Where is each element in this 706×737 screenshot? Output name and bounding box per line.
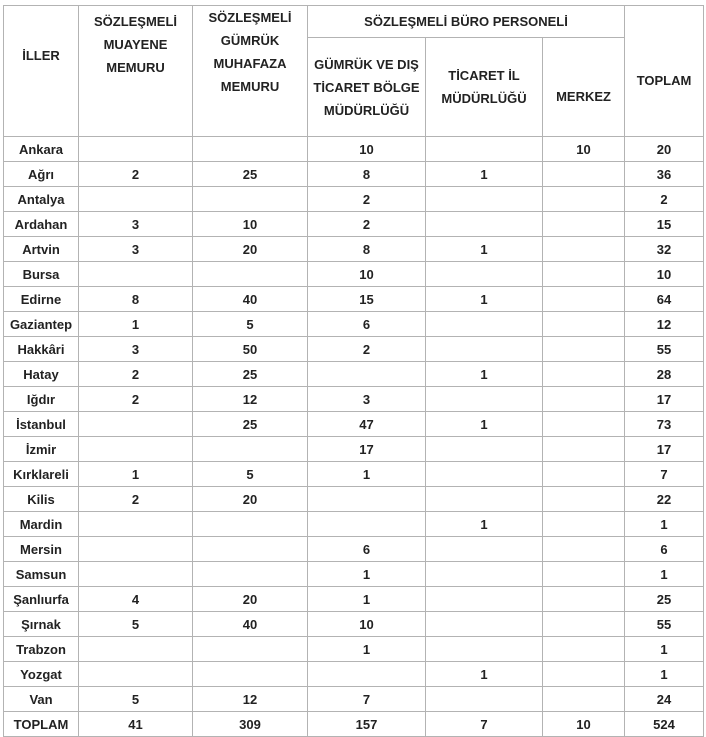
bolge-cell: 47 [308, 412, 426, 437]
province-cell: İzmir [4, 437, 79, 462]
muayene-cell: 5 [79, 612, 193, 637]
bolge-cell [308, 487, 426, 512]
bolge-cell: 8 [308, 237, 426, 262]
merkez-cell [543, 337, 625, 362]
muayene-cell: 8 [79, 287, 193, 312]
muhafaza-cell: 5 [193, 312, 308, 337]
toplam-cell: 17 [625, 387, 704, 412]
province-cell: Ağrı [4, 162, 79, 187]
muayene-cell: 2 [79, 387, 193, 412]
merkez-cell [543, 187, 625, 212]
ticaret-il-cell [426, 387, 543, 412]
header-buro-personeli: SÖZLEŞMELİ BÜRO PERSONELİ [308, 6, 625, 38]
toplam-cell: 36 [625, 162, 704, 187]
muayene-cell: 2 [79, 162, 193, 187]
bolge-cell: 1 [308, 562, 426, 587]
muhafaza-cell: 10 [193, 212, 308, 237]
ticaret-il-cell: 1 [426, 287, 543, 312]
bolge-cell: 8 [308, 162, 426, 187]
muhafaza-cell: 50 [193, 337, 308, 362]
province-cell: Şırnak [4, 612, 79, 637]
muhafaza-cell: 40 [193, 612, 308, 637]
province-cell: Bursa [4, 262, 79, 287]
total-toplam-cell: 524 [625, 712, 704, 737]
ticaret-il-cell [426, 187, 543, 212]
table-row [4, 162, 704, 187]
muayene-cell [79, 562, 193, 587]
merkez-cell [543, 637, 625, 662]
total-province-cell: TOPLAM [4, 712, 79, 737]
province-cell: Ardahan [4, 212, 79, 237]
total-muhafaza-cell: 309 [193, 712, 308, 737]
table-row [4, 262, 704, 287]
toplam-cell: 32 [625, 237, 704, 262]
toplam-cell: 6 [625, 537, 704, 562]
bolge-cell: 15 [308, 287, 426, 312]
table-row [4, 637, 704, 662]
ticaret-il-cell [426, 562, 543, 587]
ticaret-il-cell [426, 537, 543, 562]
muhafaza-cell: 40 [193, 287, 308, 312]
bolge-cell: 2 [308, 337, 426, 362]
merkez-cell [543, 312, 625, 337]
table-row [4, 587, 704, 612]
bolge-cell: 1 [308, 587, 426, 612]
merkez-cell [543, 537, 625, 562]
muayene-cell: 5 [79, 687, 193, 712]
muayene-cell [79, 637, 193, 662]
province-cell: Şanlıurfa [4, 587, 79, 612]
merkez-cell [543, 487, 625, 512]
muhafaza-cell: 20 [193, 487, 308, 512]
merkez-cell [543, 287, 625, 312]
toplam-cell: 24 [625, 687, 704, 712]
province-cell: Iğdır [4, 387, 79, 412]
muhafaza-cell: 12 [193, 387, 308, 412]
province-cell: Yozgat [4, 662, 79, 687]
muhafaza-cell: 25 [193, 162, 308, 187]
muayene-cell [79, 262, 193, 287]
merkez-cell [543, 512, 625, 537]
bolge-cell: 10 [308, 262, 426, 287]
muayene-cell: 3 [79, 337, 193, 362]
ticaret-il-cell [426, 612, 543, 637]
table-row [4, 662, 704, 687]
merkez-cell [543, 687, 625, 712]
muhafaza-cell: 25 [193, 412, 308, 437]
muhafaza-cell [193, 662, 308, 687]
bolge-cell: 1 [308, 462, 426, 487]
toplam-cell: 17 [625, 437, 704, 462]
table-body [4, 137, 704, 737]
ticaret-il-cell: 1 [426, 362, 543, 387]
merkez-cell [543, 237, 625, 262]
bolge-cell: 2 [308, 187, 426, 212]
toplam-cell: 64 [625, 287, 704, 312]
toplam-cell: 1 [625, 662, 704, 687]
toplam-cell: 12 [625, 312, 704, 337]
total-bolge-cell: 157 [308, 712, 426, 737]
muayene-cell: 2 [79, 362, 193, 387]
total-merkez-cell: 10 [543, 712, 625, 737]
ticaret-il-cell [426, 637, 543, 662]
muhafaza-cell [193, 262, 308, 287]
muayene-cell [79, 137, 193, 162]
bolge-cell: 10 [308, 612, 426, 637]
muayene-cell [79, 412, 193, 437]
province-cell: Kilis [4, 487, 79, 512]
muayene-cell: 1 [79, 462, 193, 487]
muhafaza-cell: 25 [193, 362, 308, 387]
table-row [4, 437, 704, 462]
ticaret-il-cell [426, 437, 543, 462]
total-ticaret-il-cell: 7 [426, 712, 543, 737]
muayene-cell: 3 [79, 212, 193, 237]
merkez-cell [543, 612, 625, 637]
ticaret-il-cell: 1 [426, 512, 543, 537]
ticaret-il-cell: 1 [426, 412, 543, 437]
table-row [4, 187, 704, 212]
bolge-cell: 1 [308, 637, 426, 662]
table-row [4, 337, 704, 362]
bolge-cell: 2 [308, 212, 426, 237]
table-row [4, 237, 704, 262]
table-row [4, 537, 704, 562]
muayene-cell: 2 [79, 487, 193, 512]
ticaret-il-cell [426, 687, 543, 712]
muhafaza-cell [193, 562, 308, 587]
merkez-cell [543, 362, 625, 387]
table-row [4, 212, 704, 237]
ticaret-il-cell [426, 487, 543, 512]
total-muayene-cell: 41 [79, 712, 193, 737]
province-cell: Van [4, 687, 79, 712]
muhafaza-cell: 20 [193, 587, 308, 612]
ticaret-il-cell [426, 312, 543, 337]
province-cell: Hakkâri [4, 337, 79, 362]
table-row [4, 612, 704, 637]
muayene-cell: 3 [79, 237, 193, 262]
toplam-cell: 20 [625, 137, 704, 162]
province-cell: Edirne [4, 287, 79, 312]
merkez-cell [543, 437, 625, 462]
merkez-cell [543, 587, 625, 612]
muayene-cell: 4 [79, 587, 193, 612]
ticaret-il-cell: 1 [426, 662, 543, 687]
toplam-cell: 15 [625, 212, 704, 237]
merkez-cell [543, 562, 625, 587]
ticaret-il-cell [426, 212, 543, 237]
muhafaza-cell [193, 437, 308, 462]
table-header [4, 6, 704, 137]
table-row [4, 487, 704, 512]
toplam-cell: 1 [625, 512, 704, 537]
ticaret-il-cell [426, 462, 543, 487]
province-cell: İstanbul [4, 412, 79, 437]
table-row [4, 687, 704, 712]
merkez-cell [543, 462, 625, 487]
province-cell: Gaziantep [4, 312, 79, 337]
province-cell: Samsun [4, 562, 79, 587]
toplam-cell: 2 [625, 187, 704, 212]
toplam-cell: 10 [625, 262, 704, 287]
toplam-cell: 28 [625, 362, 704, 387]
province-cell: Artvin [4, 237, 79, 262]
muhafaza-cell [193, 637, 308, 662]
header-merkez: MERKEZ [543, 38, 625, 137]
bolge-cell: 7 [308, 687, 426, 712]
personnel-table [3, 5, 704, 737]
toplam-cell: 7 [625, 462, 704, 487]
ticaret-il-cell [426, 137, 543, 162]
ticaret-il-cell: 1 [426, 237, 543, 262]
bolge-cell: 10 [308, 137, 426, 162]
header-toplam: TOPLAM [625, 6, 704, 137]
toplam-cell: 55 [625, 612, 704, 637]
total-row [4, 712, 704, 737]
table-row [4, 312, 704, 337]
province-cell: Antalya [4, 187, 79, 212]
bolge-cell [308, 512, 426, 537]
table-row [4, 462, 704, 487]
merkez-cell [543, 262, 625, 287]
table-row [4, 137, 704, 162]
toplam-cell: 25 [625, 587, 704, 612]
header-bolge-mudurlugu: GÜMRÜK VE DIŞ TİCARET BÖLGE MÜDÜRLÜĞÜ [308, 38, 426, 137]
toplam-cell: 22 [625, 487, 704, 512]
header-gumruk-muhafaza-memuru: SÖZLEŞMELİ GÜMRÜK MUHAFAZA MEMURU [193, 6, 308, 137]
province-cell: Mersin [4, 537, 79, 562]
muayene-cell: 1 [79, 312, 193, 337]
bolge-cell [308, 662, 426, 687]
muhafaza-cell [193, 512, 308, 537]
bolge-cell: 6 [308, 537, 426, 562]
muayene-cell [79, 437, 193, 462]
table-row [4, 387, 704, 412]
table-row [4, 412, 704, 437]
merkez-cell [543, 412, 625, 437]
toplam-cell: 1 [625, 637, 704, 662]
header-muayene-memuru: SÖZLEŞMELİ MUAYENE MEMURU [79, 6, 193, 137]
muhafaza-cell [193, 137, 308, 162]
ticaret-il-cell: 1 [426, 162, 543, 187]
muayene-cell [79, 537, 193, 562]
muhafaza-cell: 12 [193, 687, 308, 712]
muhafaza-cell [193, 537, 308, 562]
ticaret-il-cell [426, 337, 543, 362]
bolge-cell [308, 362, 426, 387]
header-iller: İLLER [4, 6, 79, 137]
table-row [4, 362, 704, 387]
bolge-cell: 17 [308, 437, 426, 462]
province-cell: Kırklareli [4, 462, 79, 487]
ticaret-il-cell [426, 262, 543, 287]
merkez-cell [543, 387, 625, 412]
bolge-cell: 6 [308, 312, 426, 337]
muhafaza-cell [193, 187, 308, 212]
province-cell: Ankara [4, 137, 79, 162]
merkez-cell [543, 212, 625, 237]
muayene-cell [79, 187, 193, 212]
muayene-cell [79, 512, 193, 537]
muayene-cell [79, 662, 193, 687]
muhafaza-cell: 20 [193, 237, 308, 262]
toplam-cell: 1 [625, 562, 704, 587]
header-ticaret-il-mudurlugu: TİCARET İL MÜDÜRLÜĞÜ [426, 38, 543, 137]
merkez-cell: 10 [543, 137, 625, 162]
muhafaza-cell: 5 [193, 462, 308, 487]
merkez-cell [543, 662, 625, 687]
table-row [4, 287, 704, 312]
bolge-cell: 3 [308, 387, 426, 412]
table-row [4, 512, 704, 537]
toplam-cell: 55 [625, 337, 704, 362]
ticaret-il-cell [426, 587, 543, 612]
province-cell: Mardin [4, 512, 79, 537]
province-cell: Hatay [4, 362, 79, 387]
merkez-cell [543, 162, 625, 187]
province-cell: Trabzon [4, 637, 79, 662]
table-row [4, 562, 704, 587]
toplam-cell: 73 [625, 412, 704, 437]
